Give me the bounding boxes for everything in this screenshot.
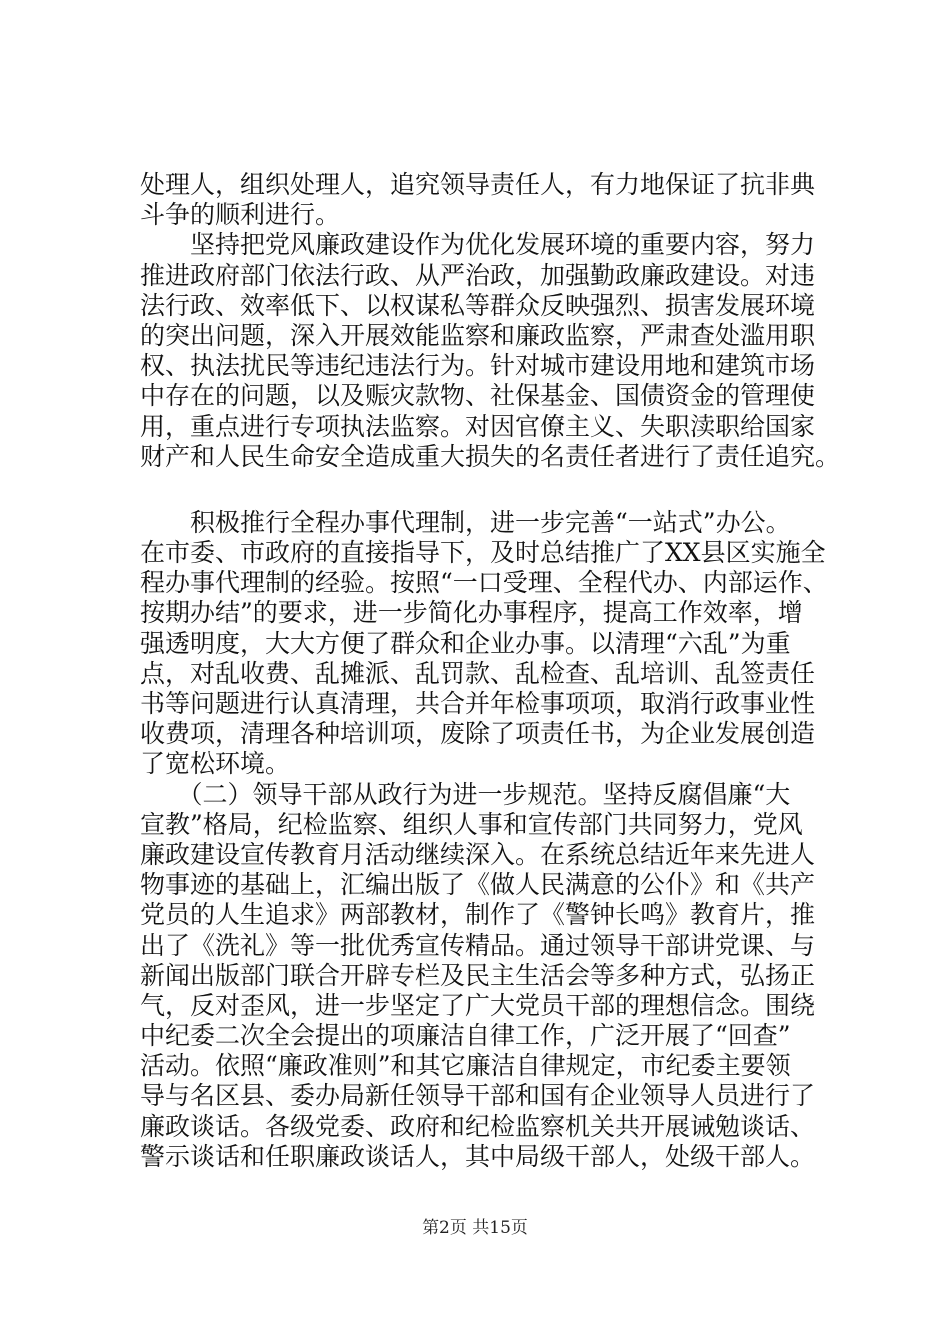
text-line: 强透明度，大大方便了群众和企业办事。以清理“六乱”为重: [140, 628, 791, 658]
text-line: 积极推行全程办事代理制，进一步完善“一站式”办公。: [140, 507, 791, 537]
paragraph-spacer: [140, 472, 845, 508]
text-line: 点，对乱收费、乱摊派、乱罚款、乱检查、乱培训、乱签责任: [140, 658, 816, 688]
text-line: 宣教”格局，纪检监察、组织人事和宣传部门共同努力，党风: [140, 809, 803, 839]
text-line: 新闻出版部门联合开辟专栏及民主生活会等多种方式，弘扬正: [140, 960, 816, 990]
text-line: 活动。依照“廉政准则”和其它廉洁自律规定，市纪委主要领: [140, 1051, 791, 1081]
text-line: 财产和人民生命安全造成重大损失的名责任者进行了责任追究。: [140, 441, 841, 471]
text-line: 书等问题进行认真清理，共合并年检事项项，取消行政事业性: [140, 689, 816, 718]
text-line: 廉政建设宣传教育月活动继续深入。在系统总结近年来先进人: [140, 839, 816, 869]
page-number-footer: 第2页 共15页: [422, 1218, 528, 1238]
text-line: 收费项，清理各种培训项，废除了项责任书，为企业发展创造: [140, 719, 816, 749]
text-line: 物事迹的基础上，汇编出版了《做人民满意的公仆》和《共产: [140, 870, 816, 900]
document-body: [140, 170, 845, 1172]
text-line: 气，反对歪风，进一步坚定了广大党员干部的理想信念。围绕: [140, 990, 816, 1020]
text-line: 坚持把党风廉政建设作为优化发展环境的重要内容，努力: [140, 230, 816, 260]
text-line: 程办事代理制的经验。按照“一口受理、全程代办、内部运作、: [140, 568, 828, 598]
text-line: 权、执法扰民等违纪违法行为。针对城市建设用地和建筑市场: [140, 351, 816, 381]
text-line: 推进政府部门依法行政、从严治政，加强勤政廉政建设。对违: [140, 260, 816, 290]
text-line: 中存在的问题，以及赈灾款物、社保基金、国债资金的管理使: [140, 381, 816, 411]
text-line: 中纪委二次全会提出的项廉洁自律工作，广泛开展了“回查”: [140, 1021, 791, 1051]
text-line: 在市委、市政府的直接指导下，及时总结推广了XX县区实施全: [140, 538, 826, 568]
text-line: （二）领导干部从政行为进一步规范。坚持反腐倡廉“大: [140, 779, 791, 809]
text-line: 出了《洗礼》等一批优秀宣传精品。通过领导干部讲党课、与: [140, 930, 816, 960]
text-line: 导与名区县、委办局新任领导干部和国有企业领导人员进行了: [140, 1081, 816, 1111]
text-line: 党员的人生追求》两部教材，制作了《警钟长鸣》教育片，推: [140, 900, 816, 930]
text-line: 按期办结”的要求，进一步简化办事程序，提高工作效率，增: [140, 598, 803, 628]
text-line: 廉政谈话。各级党委、政府和纪检监察机关共开展诫勉谈话、: [140, 1111, 816, 1141]
text-line: 法行政、效率低下、以权谋私等群众反映强烈、损害发展环境: [140, 290, 816, 320]
text-line: 处理人，组织处理人，追究领导责任人，有力地保证了抗非典: [140, 170, 816, 199]
text-line: 的突出问题，深入开展效能监察和廉政监察，严肃查处滥用职: [140, 320, 816, 350]
text-line: 警示谈话和任职廉政谈话人，其中局级干部人，处级干部人。: [140, 1141, 816, 1171]
text-line: 了宽松环境。: [140, 749, 291, 779]
text-line: 斗争的顺利进行。: [140, 200, 341, 230]
text-line: 用，重点进行专项执法监察。对因官僚主义、失职渎职给国家: [140, 411, 816, 441]
